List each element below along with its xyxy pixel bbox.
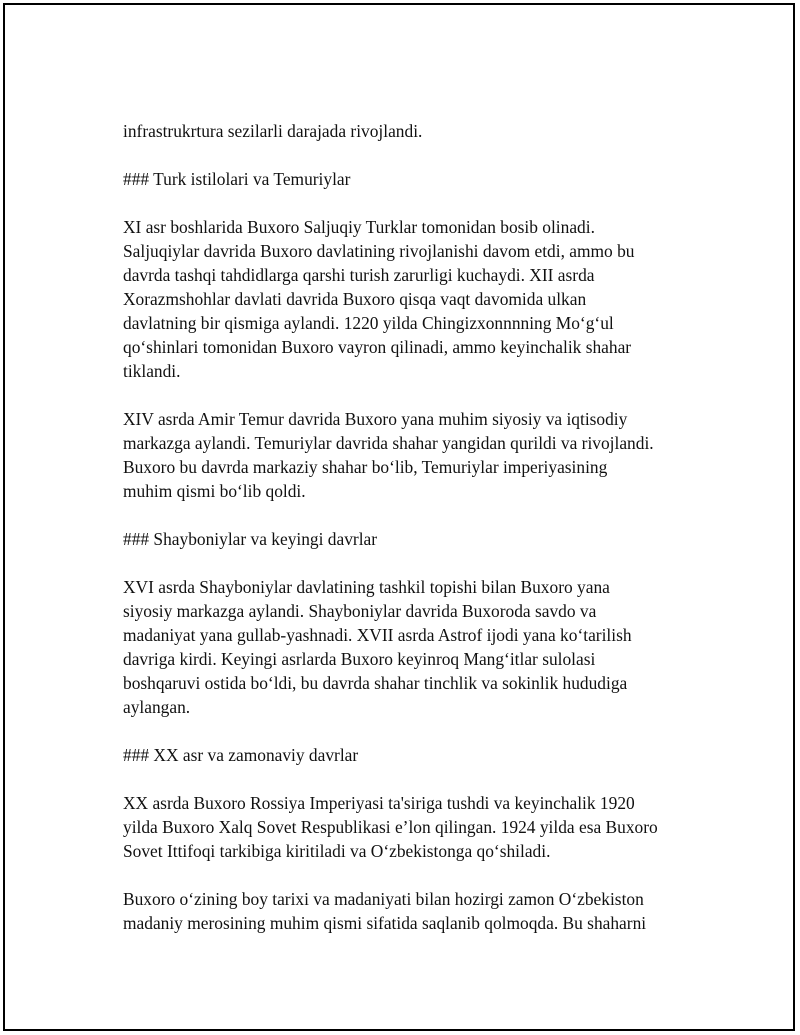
- text-line: Saljuqiylar davrida Buxoro davlatining rivojlanishi davom etdi, ammo bu: [123, 241, 635, 261]
- text-line: muhim qismi bo‘lib qoldi.: [123, 481, 306, 501]
- text-line: XIV asrda Amir Temur davrida Buxoro yana muhim siyosiy va iqtisodiy: [123, 409, 628, 429]
- heading-text: ### XX asr va zamonaviy davrlar: [123, 745, 359, 765]
- text-line: XVI asrda Shayboniylar davlatining tashkil topishi bilan Buxoro yana: [123, 577, 610, 597]
- heading-text: ### Shayboniylar va keyingi davrlar: [123, 529, 378, 549]
- text-line: Sovet Ittifoqi tarkibiga kiritiladi va O‘zbekistonga qo‘shiladi.: [123, 841, 551, 861]
- paragraph-saljuqiylar: [123, 215, 703, 383]
- text-line: davriga kirdi. Keyingi asrlarda Buxoro keyinroq Mang‘itlar sulolasi: [123, 649, 596, 669]
- text-line: infrastrukrtura sezilarli darajada rivojlandi.: [123, 121, 423, 141]
- text-line: davlatning bir qismiga aylandi. 1220 yilda Chingizxonnnning Mo‘g‘ul: [123, 313, 614, 333]
- section-heading-xx-asr: [123, 743, 703, 767]
- text-line: qo‘shinlari tomonidan Buxoro vayron qilinadi, ammo keyinchalik shahar: [123, 337, 632, 357]
- text-line: XX asrda Buxoro Rossiya Imperiyasi ta'siriga tushdi va keyinchalik 1920: [123, 793, 635, 813]
- paragraph-xx-asr: [123, 791, 703, 863]
- text-line: Buxoro o‘zining boy tarixi va madaniyati bilan hozirgi zamon O‘zbekiston: [123, 889, 644, 909]
- section-heading-turk-istilolari: [123, 167, 703, 191]
- text-line: yilda Buxoro Xalq Sovet Respublikasi e’lon qilingan. 1924 yilda esa Buxoro: [123, 817, 658, 837]
- paragraph-amir-temur: [123, 407, 703, 503]
- text-line: Xorazmshohlar davlati davrida Buxoro qisqa vaqt davomida ulkan: [123, 289, 587, 309]
- text-line: boshqaruvi ostida bo‘ldi, bu davrda shahar tinchlik va sokinlik hududiga: [123, 673, 628, 693]
- section-heading-shayboniylar: [123, 527, 703, 551]
- text-line: aylangan.: [123, 697, 191, 717]
- text-line: XI asr boshlarida Buxoro Saljuqiy Turklar tomonidan bosib olinadi.: [123, 217, 595, 237]
- text-line: siyosiy markazga aylandi. Shayboniylar davrida Buxoroda savdo va: [123, 601, 597, 621]
- text-line: Buxoro bu davrda markaziy shahar bo‘lib, Temuriylar imperiyasining: [123, 457, 608, 477]
- paragraph-buxoro-meros: [123, 887, 703, 935]
- paragraph-infrastructure: [123, 95, 703, 143]
- heading-text: ### Turk istilolari va Temuriylar: [123, 169, 351, 189]
- page-frame: [3, 3, 795, 1031]
- document-body: [123, 95, 703, 959]
- text-line: tiklandi.: [123, 361, 181, 381]
- paragraph-shayboniylar: [123, 575, 703, 719]
- text-line: madaniyat yana gullab-yashnadi. XVII asrda Astrof ijodi yana ko‘tarilish: [123, 625, 632, 645]
- text-line: davrda tashqi tahdidlarga qarshi turish zarurligi kuchaydi. XII asrda: [123, 265, 595, 285]
- text-line: madaniy merosining muhim qismi sifatida saqlanib qolmoqda. Bu shaharni: [123, 913, 647, 933]
- text-line: markazga aylandi. Temuriylar davrida shahar yangidan qurildi va rivojlandi.: [123, 433, 654, 453]
